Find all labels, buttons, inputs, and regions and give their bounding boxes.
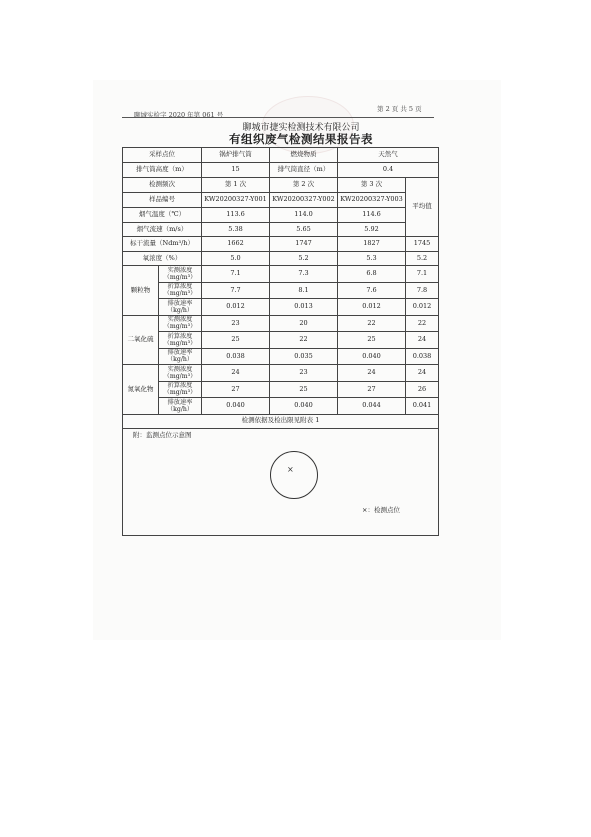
diagram-area — [123, 429, 438, 535]
metric-label: 排放速率（kg/h） — [159, 348, 202, 365]
average-header: 平均值 — [406, 178, 439, 237]
run-2-header: 第 2 次 — [270, 178, 338, 193]
cell-value: 113.6 — [202, 208, 270, 223]
table-row — [123, 428, 439, 535]
cell-value: 0.040 — [338, 348, 406, 365]
sampling-point-label: 采样点位 — [123, 148, 202, 163]
table-row — [123, 237, 439, 252]
fuel-label: 燃烧物质 — [270, 148, 338, 163]
table-row — [123, 222, 439, 237]
cell-value: 5.92 — [338, 222, 406, 237]
cell-value: 0.044 — [338, 398, 406, 415]
stack-diameter-label: 排气筒直径（m） — [270, 163, 338, 178]
table-row — [123, 266, 439, 283]
cell-average: 24 — [406, 332, 439, 349]
cell-value: 8.1 — [270, 282, 338, 299]
cell-average: 7.1 — [406, 266, 439, 283]
cell-value: 25 — [202, 332, 270, 349]
cell-average: 5.2 — [406, 251, 439, 266]
document-number: 聊城实检字 2020 年第 061 号 — [134, 111, 224, 119]
table-row — [123, 381, 439, 398]
table-row — [123, 315, 439, 332]
cell-value: 6.8 — [338, 266, 406, 283]
cell-value: 25 — [338, 332, 406, 349]
table-row — [123, 398, 439, 415]
cell-value: 5.38 — [202, 222, 270, 237]
table-row — [123, 414, 439, 428]
cell-value: 23 — [270, 365, 338, 382]
company-name: 聊城市捷实检测技术有限公司 — [242, 123, 360, 133]
cell-value: 7.1 — [202, 266, 270, 283]
cell-value: 0.040 — [270, 398, 338, 415]
cell-value: 1827 — [338, 237, 406, 252]
pollutant-name: 二氧化硫 — [123, 315, 159, 365]
cell-value: 7.6 — [338, 282, 406, 299]
cell-average: 0.041 — [406, 398, 439, 415]
metric-label: 折算浓度（mg/m³） — [159, 381, 202, 398]
table-row — [123, 282, 439, 299]
frequency-label: 检测频次 — [123, 178, 202, 193]
cell-value: 24 — [202, 365, 270, 382]
metric-label: 排放速率（kg/h） — [159, 299, 202, 316]
cell-value: 23 — [202, 315, 270, 332]
table-row — [123, 163, 439, 178]
cell-average: 26 — [406, 381, 439, 398]
row-label: 烟气流速（m/s） — [123, 222, 202, 237]
table-row — [123, 208, 439, 223]
cell-value: 5.2 — [270, 251, 338, 266]
diagram-title: 附：监测点位示意图 — [133, 430, 192, 439]
table-row — [123, 251, 439, 266]
cell-value: 25 — [270, 381, 338, 398]
cell-value: 0.038 — [202, 348, 270, 365]
cell-average: 1745 — [406, 237, 439, 252]
cell-average: 0.038 — [406, 348, 439, 365]
cell-value: 27 — [202, 381, 270, 398]
fuel-value: 天然气 — [338, 148, 439, 163]
cell-value: 0.013 — [270, 299, 338, 316]
cell-value: 114.0 — [270, 208, 338, 223]
table-row — [123, 348, 439, 365]
cell-average: 22 — [406, 315, 439, 332]
table-row — [123, 299, 439, 316]
run-3-header: 第 3 次 — [338, 178, 406, 193]
stack-diameter-value: 0.4 — [338, 163, 439, 178]
sample-id-2: KW20200327-Y002 — [270, 193, 338, 208]
pollutant-name: 颗粒物 — [123, 266, 159, 316]
footnote: 检测依据及检出限见附表 1 — [123, 414, 439, 428]
table-row — [123, 178, 439, 193]
diagram-legend: ×：检测点位 — [362, 505, 400, 514]
cell-value: 27 — [338, 381, 406, 398]
sample-id-3: KW20200327-Y003 — [338, 193, 406, 208]
header-divider — [122, 117, 434, 118]
monitoring-point-marker: × — [287, 464, 294, 474]
cell-value: 114.6 — [338, 208, 406, 223]
row-label: 标干流量（Ndm³/h） — [123, 237, 202, 252]
metric-label: 排放速率（kg/h） — [159, 398, 202, 415]
row-label: 烟气温度（℃） — [123, 208, 202, 223]
stack-outline-circle — [270, 451, 318, 499]
metric-label: 实测浓度（mg/m³） — [159, 315, 202, 332]
cell-value: 1747 — [270, 237, 338, 252]
sample-id-label: 样品编号 — [123, 193, 202, 208]
metric-label: 折算浓度（mg/m³） — [159, 282, 202, 299]
cell-value: 0.012 — [202, 299, 270, 316]
cell-value: 22 — [270, 332, 338, 349]
cell-value: 1662 — [202, 237, 270, 252]
pollutant-name: 氮氧化物 — [123, 365, 159, 415]
cell-value: 24 — [338, 365, 406, 382]
cell-value: 7.3 — [270, 266, 338, 283]
metric-label: 折算浓度（mg/m³） — [159, 332, 202, 349]
cell-value: 5.65 — [270, 222, 338, 237]
cell-value: 5.3 — [338, 251, 406, 266]
cell-value: 20 — [270, 315, 338, 332]
sampling-point-value: 锅炉排气筒 — [202, 148, 270, 163]
page-info: 第 2 页 共 5 页 — [377, 105, 422, 113]
cell-value: 0.012 — [338, 299, 406, 316]
cell-average: 0.012 — [406, 299, 439, 316]
table-row — [123, 148, 439, 163]
table-row — [123, 193, 439, 208]
report-title: 有组织废气检测结果报告表 — [229, 132, 373, 146]
cell-value: 7.7 — [202, 282, 270, 299]
cell-average: 7.8 — [406, 282, 439, 299]
metric-label: 实测浓度（mg/m³） — [159, 365, 202, 382]
cell-value: 0.035 — [270, 348, 338, 365]
cell-average: 24 — [406, 365, 439, 382]
table-row — [123, 332, 439, 349]
table-row — [123, 365, 439, 382]
cell-value: 22 — [338, 315, 406, 332]
cell-value: 5.0 — [202, 251, 270, 266]
stack-height-label: 排气筒高度（m） — [123, 163, 202, 178]
cell-value: 0.040 — [202, 398, 270, 415]
sample-id-1: KW20200327-Y001 — [202, 193, 270, 208]
row-label: 氧浓度（%） — [123, 251, 202, 266]
results-table — [122, 147, 439, 536]
metric-label: 实测浓度（mg/m³） — [159, 266, 202, 283]
monitoring-diagram — [123, 428, 439, 535]
run-1-header: 第 1 次 — [202, 178, 270, 193]
stack-height-value: 15 — [202, 163, 270, 178]
